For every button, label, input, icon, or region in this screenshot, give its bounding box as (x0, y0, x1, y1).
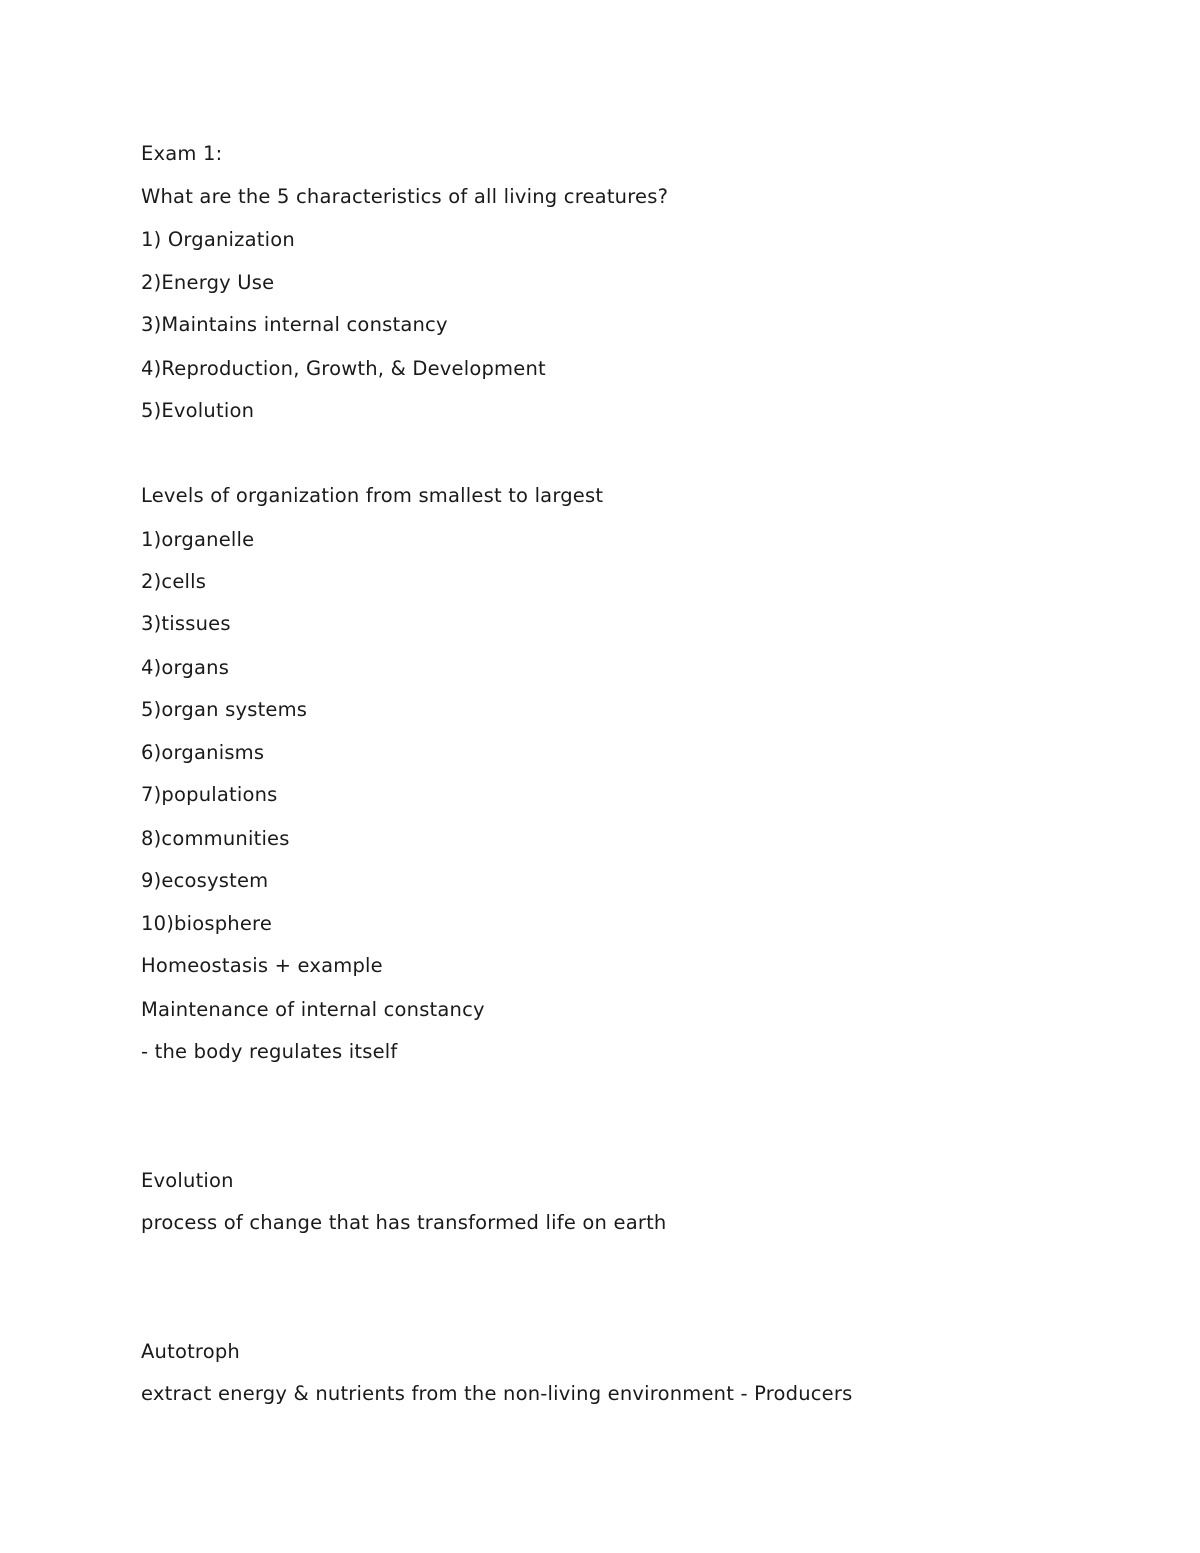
homeostasis-example: - the body regulates itself (141, 1040, 398, 1063)
heading-levels-of-organization: Levels of organization from smallest to largest (141, 484, 604, 507)
list-item: 1) Organization (141, 228, 295, 251)
list-item: 2)cells (141, 570, 207, 593)
homeostasis-definition: Maintenance of internal constancy (141, 998, 485, 1021)
list-item: 8)communities (141, 827, 290, 850)
list-item: 2)Energy Use (141, 271, 275, 294)
exam-title: Exam 1: (141, 142, 223, 165)
list-item: 4)Reproduction, Growth, & Development (141, 357, 546, 380)
heading-autotroph: Autotroph (141, 1340, 240, 1363)
list-item: 7)populations (141, 783, 278, 806)
list-item: 3)tissues (141, 612, 231, 635)
evolution-definition: process of change that has transformed life on earth (141, 1211, 667, 1234)
question-characteristics: What are the 5 characteristics of all living creatures? (141, 185, 669, 208)
heading-homeostasis: Homeostasis + example (141, 954, 383, 977)
heading-evolution: Evolution (141, 1169, 234, 1192)
list-item: 6)organisms (141, 741, 265, 764)
list-item: 3)Maintains internal constancy (141, 313, 448, 336)
list-item: 10)biosphere (141, 912, 273, 935)
autotroph-definition: extract energy & nutrients from the non-living environment - Producers (141, 1382, 853, 1405)
list-item: 5)Evolution (141, 399, 255, 422)
list-item: 9)ecosystem (141, 869, 269, 892)
list-item: 4)organs (141, 656, 230, 679)
list-item: 1)organelle (141, 528, 255, 551)
list-item: 5)organ systems (141, 698, 308, 721)
